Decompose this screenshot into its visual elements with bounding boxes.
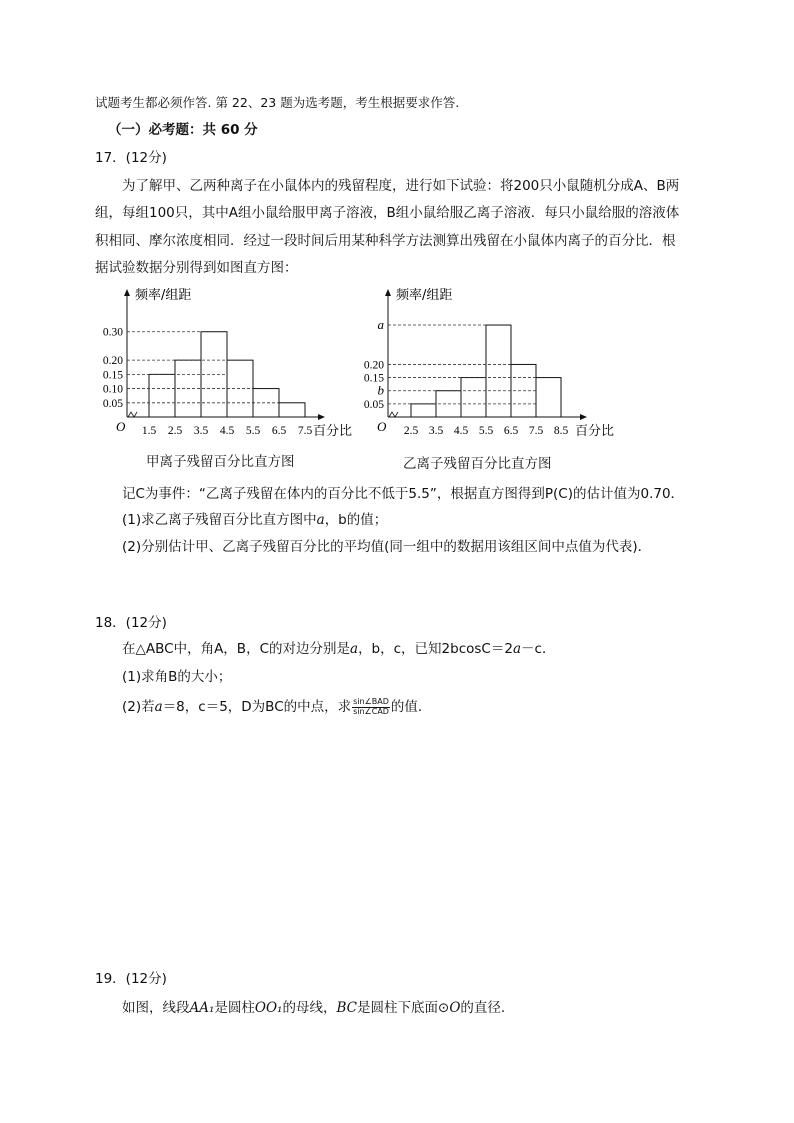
y-tick-label: b	[377, 382, 384, 398]
y-tick-label: 0.20	[363, 359, 384, 372]
y-tick-label: a	[377, 317, 384, 333]
q19-number: 19．(12分)	[95, 971, 167, 987]
y-tick-label: 0.10	[102, 383, 123, 396]
x-axis-arrow	[580, 414, 587, 420]
chart-yi-title: 乙离子残留百分比直方图	[403, 456, 552, 472]
y-tick-label: 0.05	[363, 398, 384, 411]
x-tick-label: 3.5	[428, 425, 444, 437]
y-tick-label: 0.15	[363, 372, 384, 385]
y-axis-label: 频率/组距	[396, 288, 453, 303]
x-tick-label: 6.5	[271, 425, 287, 437]
x-tick-label: 2.5	[403, 425, 419, 437]
q17-para-2: 组，每组100只，其中A组小鼠给服甲离子溶液，B组小鼠给服乙离子溶液．每只小鼠给服的溶液体	[95, 205, 680, 221]
q17-part-2: (2)分别估计甲、乙离子残留百分比的平均值(同一组中的数据用该组区间中点值为代表)．	[122, 539, 652, 555]
x-tick-label: 5.5	[478, 425, 494, 437]
axis-break-mark	[389, 412, 398, 417]
y-tick-label: 0.05	[102, 397, 123, 410]
x-axis-arrow	[318, 414, 325, 420]
x-tick-label: 7.5	[528, 425, 544, 437]
q19-line-1: 如图，线段AA₁是圆柱OO₁的母线，BC是圆柱下底面⊙O的直径.	[122, 1000, 506, 1016]
origin-label: O	[116, 419, 126, 434]
q18-line-1: 在△ABC中，角A，B，C的对边分别是a，b，c，已知2bcosC＝2a－c．	[122, 641, 556, 657]
y-axis-arrow	[124, 289, 130, 296]
x-axis-label: 百分比	[313, 424, 353, 439]
histogram-bar	[411, 404, 436, 417]
section-title: （一）必考题：共 60 分	[108, 122, 258, 138]
y-tick-label: 0.15	[102, 369, 123, 382]
y-axis-label: 频率/组距	[135, 288, 192, 303]
x-tick-label: 7.5	[297, 425, 313, 437]
x-tick-label: 8.5	[553, 425, 569, 437]
histogram-bar	[253, 389, 279, 417]
x-tick-label: 2.5	[167, 425, 183, 437]
q17-para-4: 据试验数据分别得到如图直方图：	[95, 260, 298, 276]
q17-para-3: 积相同、摩尔浓度相同．经过一段时间后用某种科学方法测算出残留在小鼠体内离子的百分比．根	[95, 233, 676, 249]
q17-para-1: 为了解甲、乙两种离子在小鼠体内的残留程度，进行如下试验：将200只小鼠随机分成A、B两	[122, 178, 680, 194]
histogram-bar	[536, 378, 561, 417]
q17-event-text: 记C为事件：“乙离子残留在体内的百分比不低于5.5”，根据直方图得到P(C)的估计值为0.70．	[122, 486, 685, 502]
q18-part-1: (1)求角B的大小；	[122, 669, 232, 685]
x-tick-label: 4.5	[219, 425, 235, 437]
sin-ratio-fraction: $\frac{\text{sin∠BAD}}{\text{sin∠CAD}}$	[353, 696, 389, 716]
q18-part-2: (2)若a＝8，c＝5，D为BC的中点，求 $\frac{\text{sin∠BAD}}{\text{sin∠CAD}}$ 的值．	[122, 696, 432, 716]
intro-text: 试题考生都必须作答. 第 22、23 题为选考题，考生根据要求作答.	[95, 95, 460, 110]
y-tick-label: 0.30	[102, 326, 123, 339]
q17-part-1: (1)求乙离子残留百分比直方图中a，b的值；	[122, 512, 388, 528]
x-tick-label: 1.5	[141, 425, 157, 437]
histogram-bar	[461, 378, 486, 417]
histogram-bar	[279, 403, 305, 417]
x-tick-label: 3.5	[193, 425, 209, 437]
y-tick-label: 0.20	[102, 355, 123, 368]
x-axis-label: 百分比	[575, 424, 615, 439]
histogram-yi	[355, 285, 615, 465]
x-tick-label: 5.5	[245, 425, 261, 437]
x-tick-label: 6.5	[503, 425, 519, 437]
q18-number: 18．(12分)	[95, 615, 167, 631]
y-axis-arrow	[385, 289, 391, 296]
histogram-bar	[149, 374, 175, 417]
q17-number: 17．(12分)	[95, 150, 167, 166]
histogram-jia	[90, 285, 353, 465]
x-tick-label: 4.5	[453, 425, 469, 437]
axis-break-mark	[128, 412, 137, 417]
origin-label: O	[377, 419, 387, 434]
histogram-bar	[486, 325, 511, 417]
chart-jia-title: 甲离子残留百分比直方图	[146, 454, 295, 470]
